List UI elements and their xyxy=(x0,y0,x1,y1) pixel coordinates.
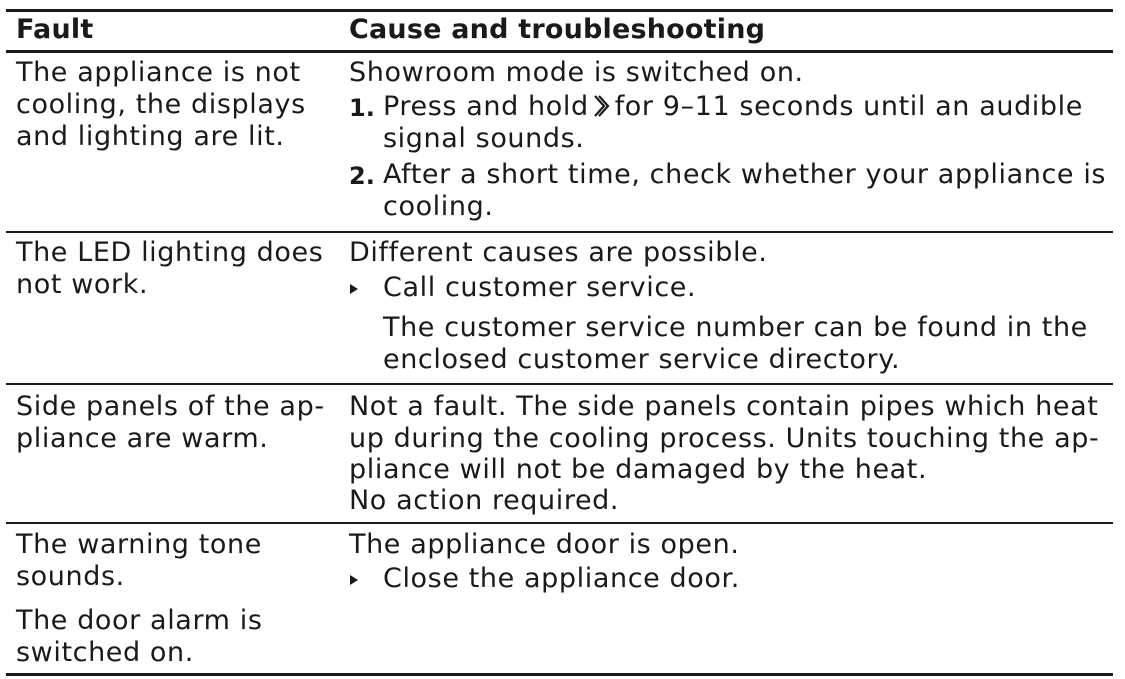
header-fault: Fault xyxy=(16,14,94,45)
note-text: The customer service number can be found in the xyxy=(383,312,1088,343)
fault-text: The door alarm is xyxy=(16,605,263,636)
row-divider xyxy=(6,522,1113,524)
step-text: signal sounds. xyxy=(383,123,585,154)
step-text-part: for 9–11 seconds until an audible xyxy=(614,91,1083,122)
row-divider xyxy=(6,231,1113,233)
row-divider xyxy=(6,383,1113,385)
note-text: enclosed customer service directory. xyxy=(383,344,901,375)
fault-text: switched on. xyxy=(16,637,194,668)
cause-text: Not a fault. The side panels contain pipes which heat xyxy=(349,391,1099,422)
fault-text: pliance are warm. xyxy=(16,423,269,454)
chevron-right-icon xyxy=(591,94,611,118)
cause-text: The appliance door is open. xyxy=(349,529,740,560)
action-bullet-icon xyxy=(350,575,358,585)
fault-text: The warning tone xyxy=(16,529,262,560)
cause-text: No action required. xyxy=(349,485,620,516)
cause-text: Different causes are possible. xyxy=(349,237,768,268)
fault-text: and lighting are lit. xyxy=(16,121,285,152)
step-number: 1. xyxy=(349,94,375,122)
table-bottom-rule xyxy=(6,673,1113,676)
step-number: 2. xyxy=(349,162,375,190)
action-text: Call customer service. xyxy=(383,272,697,303)
fault-text: sounds. xyxy=(16,561,125,592)
table-top-rule xyxy=(6,9,1113,12)
fault-text: Side panels of the ap- xyxy=(16,391,325,422)
fault-text: The appliance is not xyxy=(16,57,301,88)
header-rule xyxy=(6,50,1113,53)
step-text: cooling. xyxy=(383,191,494,222)
cause-text: up during the cooling process. Units touching the ap- xyxy=(349,423,1100,454)
step-text xyxy=(383,91,1083,123)
fault-text: not work. xyxy=(16,269,149,300)
cause-text: Showroom mode is switched on. xyxy=(349,57,804,88)
fault-text: cooling, the displays xyxy=(16,89,306,120)
step-text-part: Press and hold xyxy=(383,91,589,122)
step-text: After a short time, check whether your appliance is xyxy=(383,159,1107,190)
action-text: Close the appliance door. xyxy=(383,563,740,594)
action-bullet-icon xyxy=(350,284,358,294)
fault-text: The LED lighting does xyxy=(16,237,324,268)
cause-text: pliance will not be damaged by the heat. xyxy=(349,454,928,485)
header-cause: Cause and troubleshooting xyxy=(349,14,766,45)
